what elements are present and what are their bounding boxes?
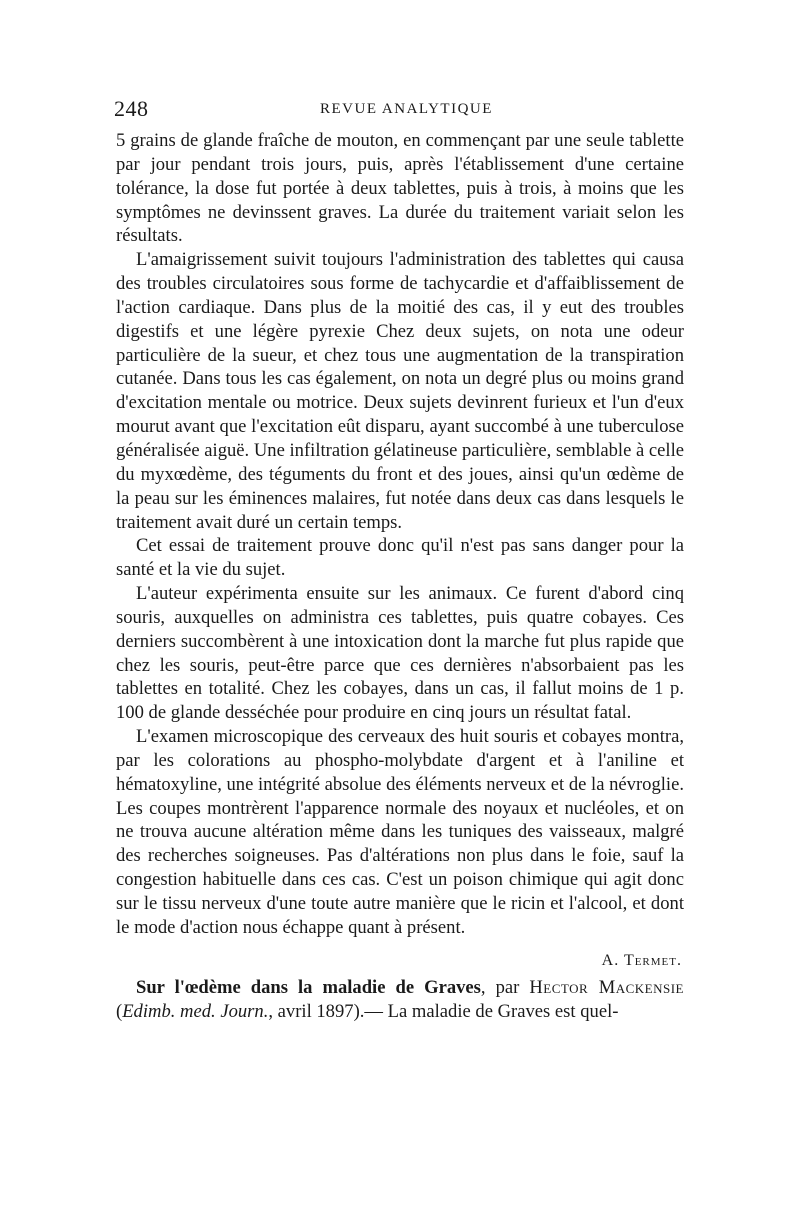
source-open: ( (116, 1000, 123, 1022)
article-connector: , par (480, 976, 530, 998)
paragraph-microscopic-exam: L'examen microscopique des cerveaux des huit souris et cobayes montra, par les colorations au phospho-molybdate d'argent et à l'aniline et hématoxyline, une intégrité absolue des éléments nerveux et de la névroglie. Les coupes montrèrent l'apparence normale des noyaux et nucléoles, et on ne trouva aucune altération même dans les tuniques des vaisseaux, malgré des recherches soigneuses. Pas d'altérations non plus dans le foie, sauf la congestion habituelle dans ces cas. C'est un poison chimique qui agit donc sur le tissu nerveux d'une toute autre manière que le ricin et l'alcool, et dont le mode d'action nous échappe quant à présent. (116, 726, 684, 938)
article-date: , avril 1897).— (268, 1000, 388, 1022)
running-title: REVUE ANALYTIQUE (320, 101, 493, 117)
paragraph-animal-experiments: L'auteur expérimenta ensuite sur les animaux. Ce furent d'abord cinq souris, auxquelles on administra ces tablettes, puis quatre cobayes. Ces derniers succombèrent à une intoxication dont la marche fut plus rapide que chez les souris, peut-être parce que ces dernières n'absorbaient pas les tablettes en totalité. Chez les cobayes, dans un cas, il fallut moins de 1 p. 100 de glande desséchée pour produire en cinq jours un résultat fatal. (116, 583, 684, 724)
page-body (116, 129, 684, 1024)
article-author: Hector Mackensie (529, 976, 684, 998)
article-source: Edimb. med. Journ. (122, 1000, 269, 1022)
paragraph-continuation: 5 grains de glande fraîche de mouton, en commençant par une seule tablette par jour pendant trois jours, puis, après l'établissement d'une certaine tolérance, la dose fut portée à deux tablettes, puis à trois, à moins que les symptômes ne devinssent graves. La durée du traitement variait selon les résultats. (116, 130, 684, 247)
next-article-heading (116, 976, 684, 1024)
author-signature: A. Termet. (601, 951, 682, 969)
article-title: Sur l'œdème dans la maladie de Graves (136, 976, 481, 998)
page-number: 248 (114, 96, 149, 121)
page-header (114, 96, 684, 124)
paragraph-effects: L'amaigrissement suivit toujours l'administration des tablettes qui causa des troubles circulatoires sous forme de tachycardie et d'affaiblissement de l'action cardiaque. Dans plus de la moitié des cas, il y eut des troubles digestifs et une légère pyrexie Chez deux sujets, on nota une odeur particulière de la sueur, et chez tous une augmentation de la transpiration cutanée. Dans tous les cas également, on nota un degré plus ou moins grand d'excitation mentale ou motrice. Deux sujets devinrent furieux et l'un d'eux mourut avant que l'excitation eût disparu, ayant succombé à une tuberculose généralisée aiguë. Une infiltration gélatineuse particulière, semblable à celle du myxœdème, des téguments du front et des joues, ainsi qu'un œdème de la peau sur les éminences malaires, fut notée dans deux cas dans lesquels le traitement avait duré un certain temps. (116, 249, 684, 533)
article-text-start: La maladie de Graves est quel- (387, 1000, 619, 1022)
paragraph-conclusion: Cet essai de traitement prouve donc qu'il n'est pas sans danger pour la santé et la vie du sujet. (116, 535, 684, 581)
